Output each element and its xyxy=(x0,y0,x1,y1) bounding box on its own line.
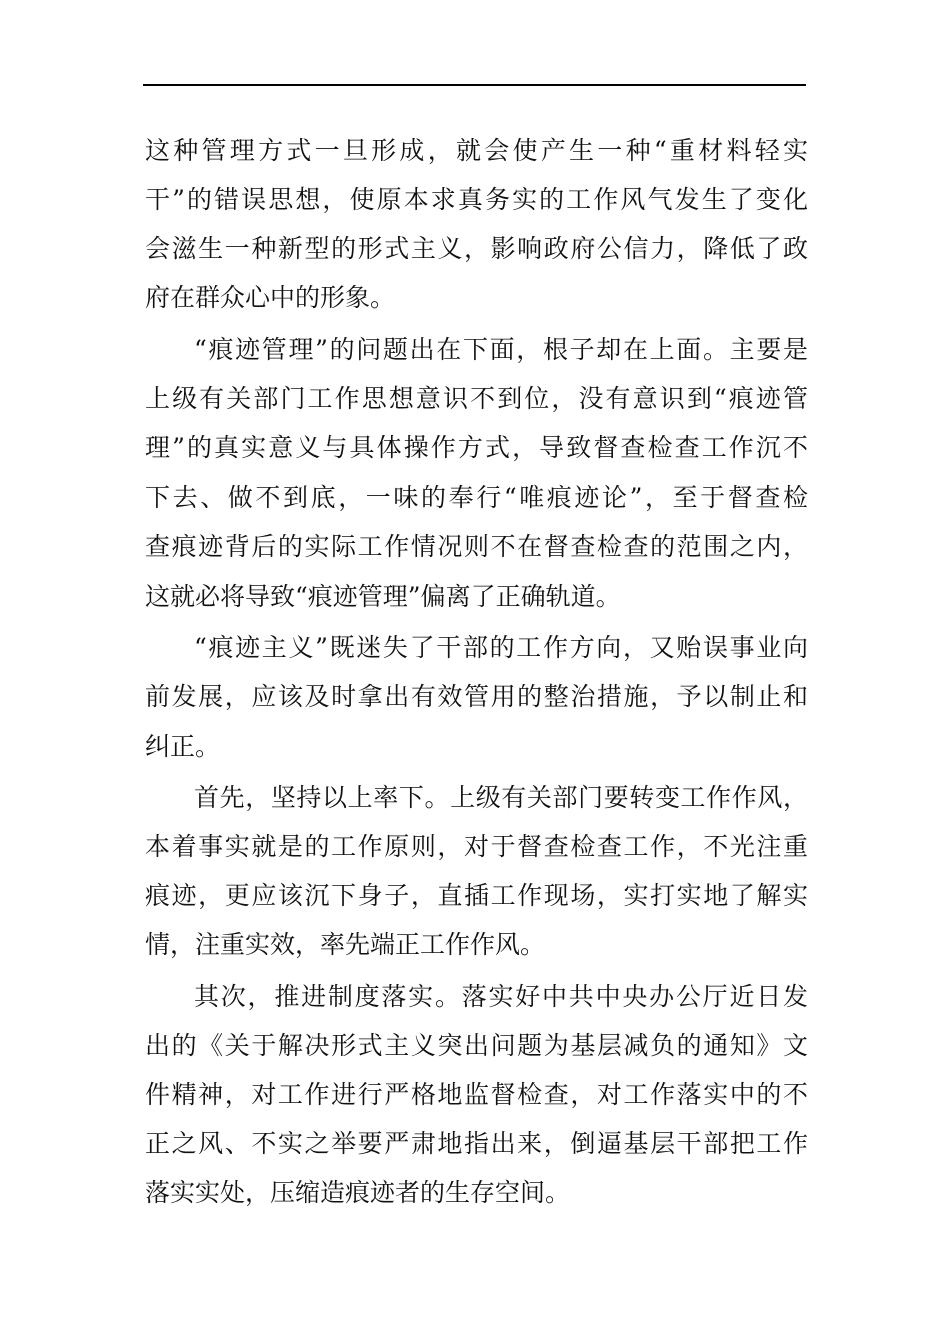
text-line-8: 下去、做不到底，一味的奉行“唯痕迹论”，至于督查检 xyxy=(145,483,808,512)
text-line-17: 情，注重实效，率先端正工作作风。 xyxy=(145,930,546,959)
text-line-21: 正之风、不实之举要严肃地指出来，倒逼基层干部把工作 xyxy=(145,1129,808,1158)
text-line-12: 前发展，应该及时拿出有效管用的整治措施，予以制止和 xyxy=(145,682,808,711)
text-line-22: 落实实处，压缩造痕迹者的生存空间。 xyxy=(145,1178,571,1207)
text-line-9: 查痕迹背后的实际工作情况则不在督查检查的范围之内， xyxy=(145,532,808,561)
text-line-1: 这种管理方式一旦形成，就会使产生一种“重材料轻实 xyxy=(145,136,808,165)
text-line-13: 纠正。 xyxy=(145,732,221,761)
text-line-5: “痕迹管理”的问题出在下面，根子却在上面。主要是 xyxy=(194,335,808,364)
text-line-2: 干”的错误思想，使原本求真务实的工作风气发生了变化 xyxy=(145,185,808,214)
header-rule xyxy=(143,84,806,86)
text-line-11: “痕迹主义”既迷失了干部的工作方向，又贻误事业向 xyxy=(194,633,808,662)
text-line-15: 本着事实就是的工作原则，对于督查检查工作，不光注重 xyxy=(145,832,808,861)
text-line-10: 这就必将导致“痕迹管理”偏离了正确轨道。 xyxy=(145,582,621,611)
text-line-16: 痕迹，更应该沉下身子，直插工作现场，实打实地了解实 xyxy=(145,881,808,910)
text-line-7: 理”的真实意义与具体操作方式，导致督查检查工作沉不 xyxy=(145,433,808,462)
text-line-4: 府在群众心中的形象。 xyxy=(145,283,396,312)
text-line-18: 其次，推进制度落实。落实好中共中央办公厅近日发 xyxy=(194,982,808,1011)
text-line-19: 出的《关于解决形式主义突出问题为基层减负的通知》文 xyxy=(145,1031,808,1060)
text-line-20: 件精神，对工作进行严格地监督检查，对工作落实中的不 xyxy=(145,1080,808,1109)
text-line-6: 上级有关部门工作思想意识不到位，没有意识到“痕迹管 xyxy=(145,384,808,413)
text-line-3: 会滋生一种新型的形式主义，影响政府公信力，降低了政 xyxy=(145,234,808,263)
text-line-14: 首先，坚持以上率下。上级有关部门要转变工作作风， xyxy=(194,783,808,812)
